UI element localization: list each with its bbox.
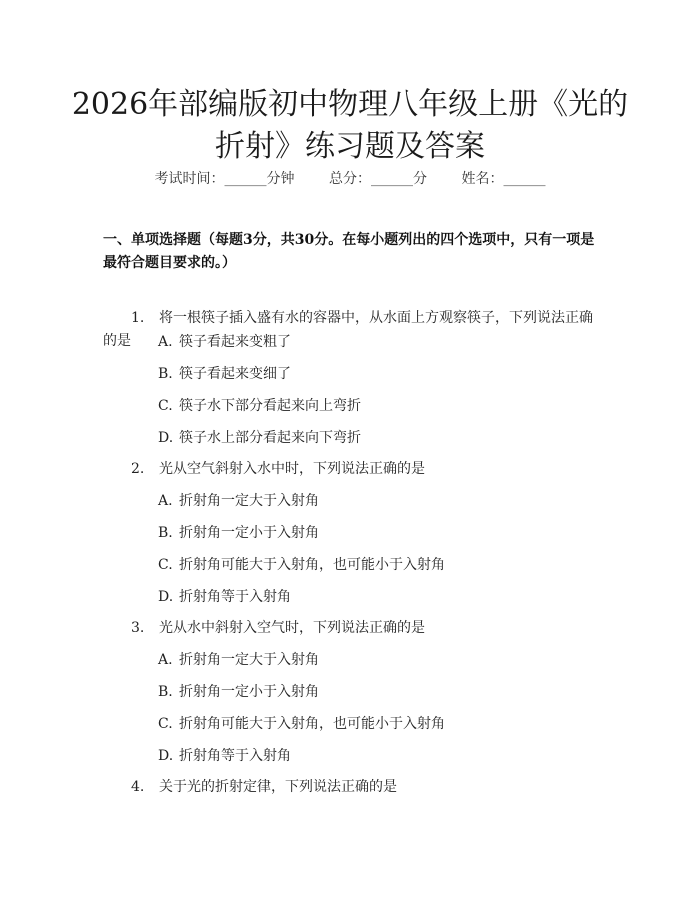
question-text: 关于光的折射定律，下列说法正确的是 bbox=[159, 779, 397, 795]
question-1-option-c bbox=[158, 396, 598, 416]
option-letter: D. bbox=[158, 430, 174, 446]
question-number: 2. bbox=[131, 461, 145, 477]
question-2 bbox=[103, 458, 603, 481]
option-text: 筷子水上部分看起来向下弯折 bbox=[179, 430, 361, 446]
question-3-option-a bbox=[158, 650, 598, 670]
question-number: 3. bbox=[131, 620, 145, 636]
question-1-option-b bbox=[158, 364, 598, 384]
option-text: 筷子水下部分看起来向上弯折 bbox=[179, 398, 361, 414]
option-text: 筷子看起来变粗了 bbox=[179, 334, 291, 350]
student-name: 姓名：______ bbox=[461, 171, 546, 187]
question-text: 光从水中斜射入空气时，下列说法正确的是 bbox=[159, 620, 425, 636]
question-text: 光从空气斜射入水中时，下列说法正确的是 bbox=[159, 461, 425, 477]
option-letter: B. bbox=[158, 525, 173, 541]
exam-time: 考试时间：______分钟 bbox=[154, 171, 295, 187]
option-text: 折射角一定大于入射角 bbox=[179, 652, 319, 668]
question-3-option-c bbox=[158, 714, 598, 734]
total-score: 总分：______分 bbox=[329, 171, 427, 187]
question-3 bbox=[103, 617, 603, 640]
option-letter: B. bbox=[158, 684, 173, 700]
question-2-option-d bbox=[158, 587, 598, 607]
option-letter: C. bbox=[158, 557, 173, 573]
question-number: 4. bbox=[131, 779, 145, 795]
option-letter: D. bbox=[158, 589, 174, 605]
option-letter: A. bbox=[158, 652, 173, 668]
document-title: 2026年部编版初中物理八年级上册《光的折射》练习题及答案 bbox=[71, 87, 629, 164]
option-letter: C. bbox=[158, 398, 173, 414]
option-letter: B. bbox=[158, 366, 173, 382]
question-4 bbox=[103, 776, 603, 799]
question-3-option-d bbox=[158, 746, 598, 766]
option-text: 筷子看起来变细了 bbox=[179, 366, 291, 382]
option-letter: D. bbox=[158, 748, 174, 764]
exam-meta bbox=[0, 168, 700, 188]
question-text: 将一根筷子插入盛有水的容器中，从水面上方观察筷子，下列说法正确的是 bbox=[103, 310, 593, 349]
question-2-option-b bbox=[158, 523, 598, 543]
question-2-option-a bbox=[158, 491, 598, 511]
section-heading: 一、单项选择题（每题3分，共30分。在每小题列出的四个选项中，只有一项是最符合题目要求的。） bbox=[103, 232, 595, 271]
question-number: 1. bbox=[131, 310, 145, 326]
question-2-option-c bbox=[158, 555, 598, 575]
option-letter: C. bbox=[158, 716, 173, 732]
option-text: 折射角可能大于入射角，也可能小于入射角 bbox=[179, 716, 445, 732]
question-1-option-a bbox=[158, 332, 598, 352]
option-letter: A. bbox=[158, 493, 173, 509]
option-text: 折射角一定大于入射角 bbox=[179, 493, 319, 509]
option-text: 折射角等于入射角 bbox=[179, 589, 291, 605]
question-1-option-d bbox=[158, 428, 598, 448]
option-text: 折射角等于入射角 bbox=[179, 748, 291, 764]
option-text: 折射角一定小于入射角 bbox=[179, 525, 319, 541]
option-text: 折射角可能大于入射角，也可能小于入射角 bbox=[179, 557, 445, 573]
option-letter: A. bbox=[158, 334, 173, 350]
question-3-option-b bbox=[158, 682, 598, 702]
option-text: 折射角一定小于入射角 bbox=[179, 684, 319, 700]
